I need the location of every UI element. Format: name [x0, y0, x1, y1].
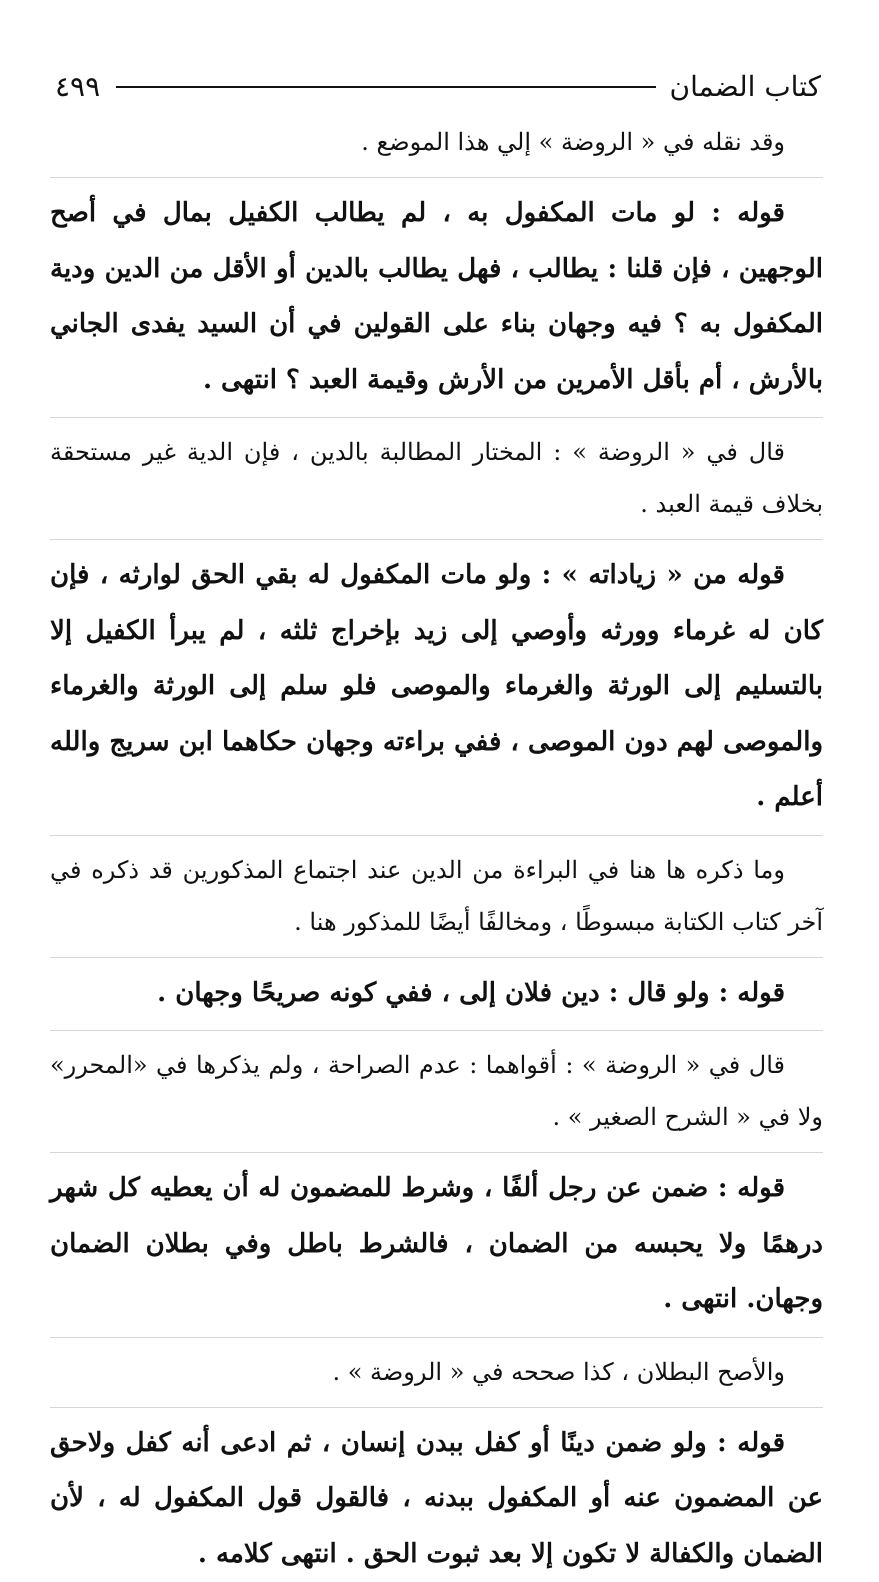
paragraph-7: قال في « الروضة » : أقواهما : عدم الصراحة ، ولم يذكرها في «المحرر» ولا في « الشرح الصغير » .: [50, 1039, 823, 1143]
divider: [50, 539, 823, 540]
paragraph-1: وقد نقله في « الروضة » إلي هذا الموضع .: [50, 116, 823, 168]
divider: [50, 1337, 823, 1338]
chapter-title: كتاب الضمان: [656, 70, 821, 103]
paragraph-4: قوله من « زياداته » : ولو مات المكفول له بقي الحق لوارثه ، فإن كان له غرماء وورثه وأوصي إلى زيد بإخراج ثلثه ، لم يبرأ الكفيل إلا بالتسليم إلى الورثة والغرماء والموصى فلو سلم إلى الورثة والغرماء والموصى لهم دون الموصى ، ففي براءته وجهان حكاهما ابن سريج والله أعلم .: [50, 548, 823, 826]
paragraph-5: وما ذكره ها هنا في البراءة من الدين عند اجتماع المذكورين قد ذكره في آخر كتاب الكتابة مبسوطًا ، ومخالفًا أيضًا للمذكور هنا .: [50, 844, 823, 948]
header-rule: [116, 86, 655, 88]
paragraph-3: قال في « الروضة » : المختار المطالبة بالدين ، فإن الدية غير مستحقة بخلاف قيمة العبد .: [50, 426, 823, 530]
page-body: [50, 116, 823, 1582]
divider: [50, 417, 823, 418]
divider: [50, 1407, 823, 1408]
divider: [50, 1030, 823, 1031]
divider: [50, 835, 823, 836]
paragraph-6: قوله : ولو قال : دين فلان إلى ، ففي كونه صريحًا وجهان .: [50, 966, 823, 1022]
running-header: [55, 64, 821, 108]
page-number: ٤٩٩: [55, 70, 116, 103]
paragraph-8: قوله : ضمن عن رجل ألفًا ، وشرط للمضمون له أن يعطيه كل شهر درهمًا ولا يحبسه من الضمان ، فالشرط باطل وفي بطلان الضمان وجهان. انتهى .: [50, 1161, 823, 1328]
divider: [50, 1152, 823, 1153]
paragraph-10: قوله : ولو ضمن دينًا أو كفل ببدن إنسان ، ثم ادعى أنه كفل ولاحق عن المضمون عنه أو المكفول ببدنه ، فالقول قول المكفول له ، لأن الضمان والكفالة لا تكون إلا بعد ثبوت الحق . انتهى كلامه .: [50, 1416, 823, 1582]
paragraph-2: قوله : لو مات المكفول به ، لم يطالب الكفيل بمال في أصح الوجهين ، فإن قلنا : يطالب ، فهل يطالب بالدين أو الأقل من الدين ودية المكفول به ؟ فيه وجهان بناء على القولين في أن السيد يفدى الجاني بالأرش ، أم بأقل الأمرين من الأرش وقيمة العبد ؟ انتهى .: [50, 186, 823, 408]
divider: [50, 957, 823, 958]
divider: [50, 177, 823, 178]
paragraph-9: والأصح البطلان ، كذا صححه في « الروضة » .: [50, 1346, 823, 1398]
